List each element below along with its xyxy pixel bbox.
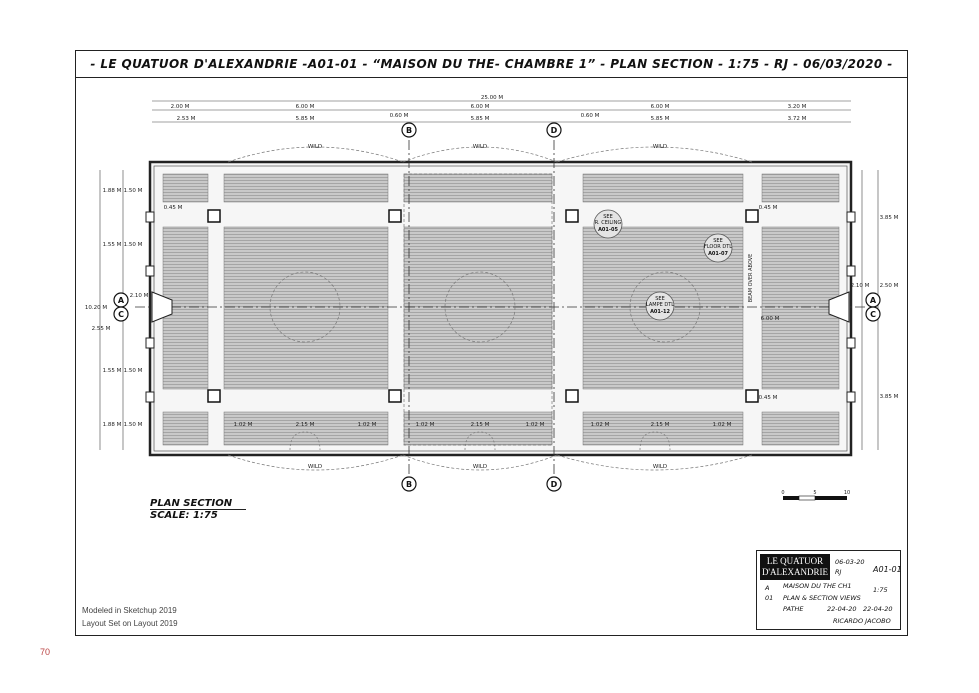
svg-text:SEE: SEE [603,214,613,220]
svg-text:0.45 M: 0.45 M [163,205,183,211]
credits [82,604,178,630]
svg-text:WILD: WILD [307,144,323,150]
svg-text:A01-05: A01-05 [598,227,618,233]
svg-text:FLOOR DTL: FLOOR DTL [703,244,733,250]
svg-text:10: 10 [843,490,851,496]
svg-text:2.15 M: 2.15 M [470,422,490,428]
svg-text:6.00 M: 6.00 M [295,104,315,110]
floor-panel [163,174,208,202]
svg-text:1.50 M: 1.50 M [123,242,143,248]
svg-text:6.00 M: 6.00 M [760,316,780,322]
svg-text:WILD: WILD [307,464,323,470]
svg-text:2.55 M: 2.55 M [91,326,111,332]
svg-text:R. CEILING: R. CEILING [594,220,622,226]
title-block-logo: LE QUATUOR D'ALEXANDRIE [760,554,830,580]
column [208,210,220,222]
floor-panel [224,227,388,389]
grid-marker-top-d: D [550,126,558,135]
svg-text:0: 0 [781,490,785,496]
svg-text:2.10 M: 2.10 M [850,283,870,289]
tb-author: RJ [835,568,842,576]
floor-panel [762,227,839,389]
svg-text:2.10 M: 2.10 M [129,293,149,299]
svg-text:2.15 M: 2.15 M [650,422,670,428]
grid-marker-bottom-b: B [405,480,413,489]
tb-date2: 22-04-20 [827,605,857,613]
dim-overall: 25.00 M [480,95,504,101]
svg-text:1.02 M: 1.02 M [233,422,253,428]
svg-text:2.00 M: 2.00 M [170,104,190,110]
svg-text:5.85 M: 5.85 M [295,116,315,122]
floor-panel [762,412,839,445]
svg-text:1.02 M: 1.02 M [712,422,732,428]
svg-text:3.85 M: 3.85 M [879,394,899,400]
column [208,390,220,402]
svg-text:2.50 M: 2.50 M [879,283,899,289]
tb-date: 06-03-20 [835,558,865,566]
credits-line-1: Modeled in Sketchup 2019 [82,606,177,615]
scale-bar [781,490,850,500]
svg-text:3.72 M: 3.72 M [787,116,807,122]
svg-text:5.85 M: 5.85 M [470,116,490,122]
tb-num: 01 [765,594,774,602]
plan-label-scale: SCALE: 1:75 [150,510,218,521]
column [389,210,401,222]
grid-marker-bottom-d: D [550,480,558,489]
svg-text:1.50 M: 1.50 M [123,188,143,194]
floor-panel [163,412,208,445]
svg-text:SEE: SEE [655,296,665,302]
grid-marker-right-a: A [869,296,877,305]
credits-line-2: Layout Set on Layout 2019 [82,619,178,628]
svg-text:WILD: WILD [472,144,488,150]
plan-label [150,498,246,521]
floor-panel [762,174,839,202]
svg-text:3.85 M: 3.85 M [879,215,899,221]
floor-panel [404,227,552,389]
svg-text:1.88 M: 1.88 M [102,188,122,194]
tb-scale: 1:75 [873,586,888,594]
beam-note: BEAM OVER ABOVE [748,253,754,303]
floor-panel [583,174,743,202]
svg-text:1.50 M: 1.50 M [123,422,143,428]
grid-marker-top-b: B [405,126,413,135]
plan-label-title: PLAN SECTION [150,498,246,510]
svg-text:1.02 M: 1.02 M [357,422,377,428]
svg-text:1.02 M: 1.02 M [590,422,610,428]
floor-panel [583,412,743,445]
column [566,210,578,222]
floor-panel [404,174,552,202]
svg-text:1.02 M: 1.02 M [525,422,545,428]
svg-text:3.20 M: 3.20 M [787,104,807,110]
svg-text:SEE: SEE [713,238,723,244]
grid-marker-left-c: C [118,310,124,319]
svg-text:LAMPE DTL: LAMPE DTL [645,302,675,308]
grid-marker-right-c: C [870,310,876,319]
svg-text:A01-07: A01-07 [708,251,728,257]
tb-sheet: A01-01 [873,565,902,574]
svg-text:1.50 M: 1.50 M [123,368,143,374]
svg-text:WILD: WILD [472,464,488,470]
grid-marker-left-a: A [117,296,125,305]
page-number: 70 [40,647,51,657]
column [746,210,758,222]
svg-text:0.60 M: 0.60 M [580,113,600,119]
title-block [756,550,901,630]
svg-text:0.45 M: 0.45 M [758,395,778,401]
svg-text:WILD: WILD [652,464,668,470]
tb-rev: A [765,584,770,592]
column [566,390,578,402]
svg-text:WILD: WILD [652,144,668,150]
tb-drawn: PATHE [783,605,804,613]
drawing-title: - LE QUATUOR D'ALEXANDRIE -A01-01 - “MAISON DU THE- CHAMBRE 1” - PLAN SECTION - 1:75 - RJ - 06/03/2020 - [90,57,893,71]
floor-panel [404,412,552,445]
svg-text:2.53 M: 2.53 M [176,116,196,122]
tb-date3: 22-04-20 [863,605,893,613]
svg-text:5.85 M: 5.85 M [650,116,670,122]
tb-designer: RICARDO JACOBO [833,617,891,625]
floor-panel [224,412,388,445]
floor-panel [224,174,388,202]
tb-project: MAISON DU THE CH1 [783,582,852,590]
svg-text:0.60 M: 0.60 M [389,113,409,119]
svg-text:0.45 M: 0.45 M [758,205,778,211]
svg-text:A01-12: A01-12 [650,309,670,315]
column [389,390,401,402]
tb-desc: PLAN & SECTION VIEWS [783,594,861,602]
svg-text:10.20 M: 10.20 M [84,305,108,311]
svg-text:1.55 M: 1.55 M [102,368,122,374]
svg-text:6.00 M: 6.00 M [470,104,490,110]
svg-text:1.02 M: 1.02 M [415,422,435,428]
svg-text:6.00 M: 6.00 M [650,104,670,110]
svg-text:1.55 M: 1.55 M [102,242,122,248]
svg-text:1.88 M: 1.88 M [102,422,122,428]
column [746,390,758,402]
svg-text:5: 5 [813,490,817,496]
svg-text:2.15 M: 2.15 M [295,422,315,428]
